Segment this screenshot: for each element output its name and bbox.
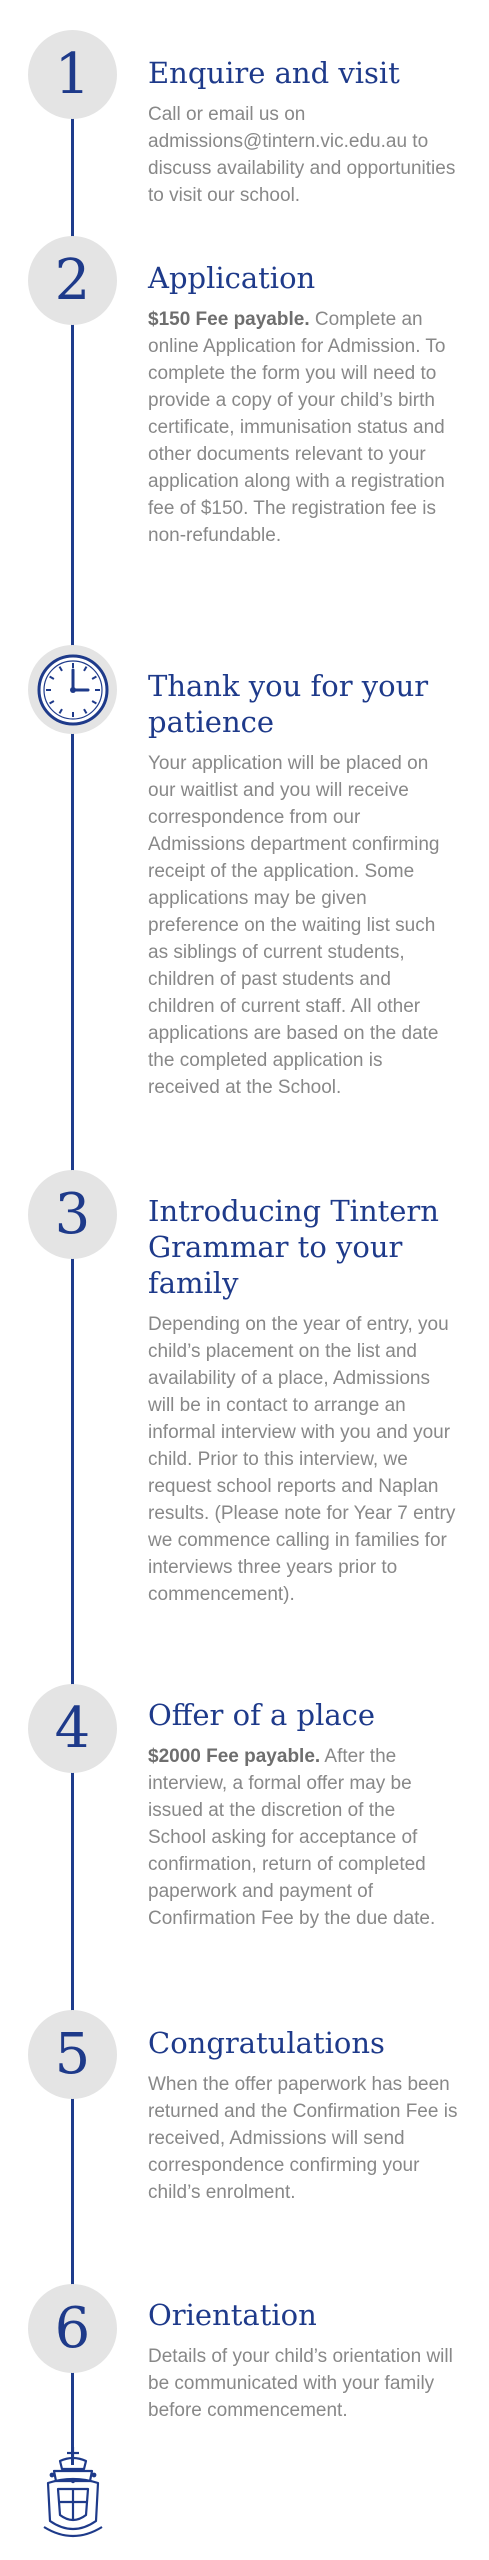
step-body bbox=[148, 1743, 458, 1932]
step-number: 5 bbox=[54, 2021, 91, 2087]
step-enquire-and-visit bbox=[148, 55, 458, 209]
fee-highlight: $2000 Fee payable. bbox=[148, 1746, 321, 1767]
step-introducing-tintern bbox=[148, 1193, 458, 1608]
step-body bbox=[148, 1311, 458, 1608]
step-number: 6 bbox=[54, 2295, 91, 2361]
step-title: Enquire and visit bbox=[148, 56, 400, 90]
step-title: Congratulations bbox=[148, 2026, 385, 2060]
step-body bbox=[148, 750, 458, 1101]
step-1-marker bbox=[28, 30, 117, 119]
step-2-marker bbox=[28, 236, 117, 325]
step-description: Depending on the year of entry, you child’s placement on the list and availability of a place, Admissions will be in contact to arrange an informal interview with you and your child. Prior to this interview, we request school reports and Naplan results. (Please note for Year 7 entry we commence calling in families for interviews three years prior to commencement). bbox=[148, 1314, 456, 1605]
step-title: Orientation bbox=[148, 2298, 317, 2332]
fee-highlight: $150 Fee payable. bbox=[148, 309, 310, 330]
step-number: 2 bbox=[54, 247, 91, 313]
step-body bbox=[148, 306, 458, 549]
step-description: Complete an online Application for Admission. To complete the form you will need to provide a copy of your child’s birth certificate, immunisation status and other documents relevant to your application along with a registration fee of $150. The registration fee is non-refundable. bbox=[148, 309, 446, 546]
step-3-marker bbox=[28, 1170, 117, 1259]
step-number: 4 bbox=[54, 1695, 91, 1761]
step-title: Introducing Tintern Grammar to your family bbox=[148, 1194, 439, 1300]
step-4-marker bbox=[28, 1684, 117, 1773]
step-application bbox=[148, 260, 458, 549]
waitlist-marker bbox=[28, 645, 117, 734]
step-offer-of-a-place bbox=[148, 1697, 458, 1932]
step-description: Details of your child’s orientation will be communicated with your family before commencement. bbox=[148, 2346, 453, 2421]
timeline-line bbox=[71, 75, 74, 2465]
step-title: Offer of a place bbox=[148, 1698, 376, 1732]
step-5-marker bbox=[28, 2010, 117, 2099]
step-thank-you bbox=[148, 668, 458, 1101]
step-body bbox=[148, 2343, 458, 2424]
step-number: 3 bbox=[54, 1181, 91, 1247]
step-description: When the offer paperwork has been returned and the Confirmation Fee is received, Admissions will send correspondence confirming your child’s enrolment. bbox=[148, 2074, 458, 2203]
step-6-marker bbox=[28, 2284, 117, 2373]
step-title: Thank you for your patience bbox=[148, 669, 429, 739]
step-number: 1 bbox=[54, 41, 91, 107]
crest-icon bbox=[40, 2445, 106, 2545]
step-congratulations bbox=[148, 2025, 458, 2206]
step-description: After the interview, a formal offer may be issued at the discretion of the School asking for acceptance of confirmation, return of completed paperwork and payment of Confirmation Fee by the due date. bbox=[148, 1746, 436, 1929]
step-body bbox=[148, 2071, 458, 2206]
step-title: Application bbox=[148, 261, 316, 295]
step-description: Call or email us on admissions@tintern.vic.edu.au to discuss availability and opportunities to visit our school. bbox=[148, 104, 456, 206]
step-description: Your application will be placed on our waitlist and you will receive correspondence from our Admissions department confirming receipt of the application. Some applications may be given preference on the waiting list such as siblings of current students, children of past students and children of current staff. All other applications are based on the date the completed application is received at the School. bbox=[148, 753, 440, 1098]
step-orientation bbox=[148, 2297, 458, 2424]
clock-icon bbox=[35, 652, 111, 728]
step-body bbox=[148, 101, 458, 209]
